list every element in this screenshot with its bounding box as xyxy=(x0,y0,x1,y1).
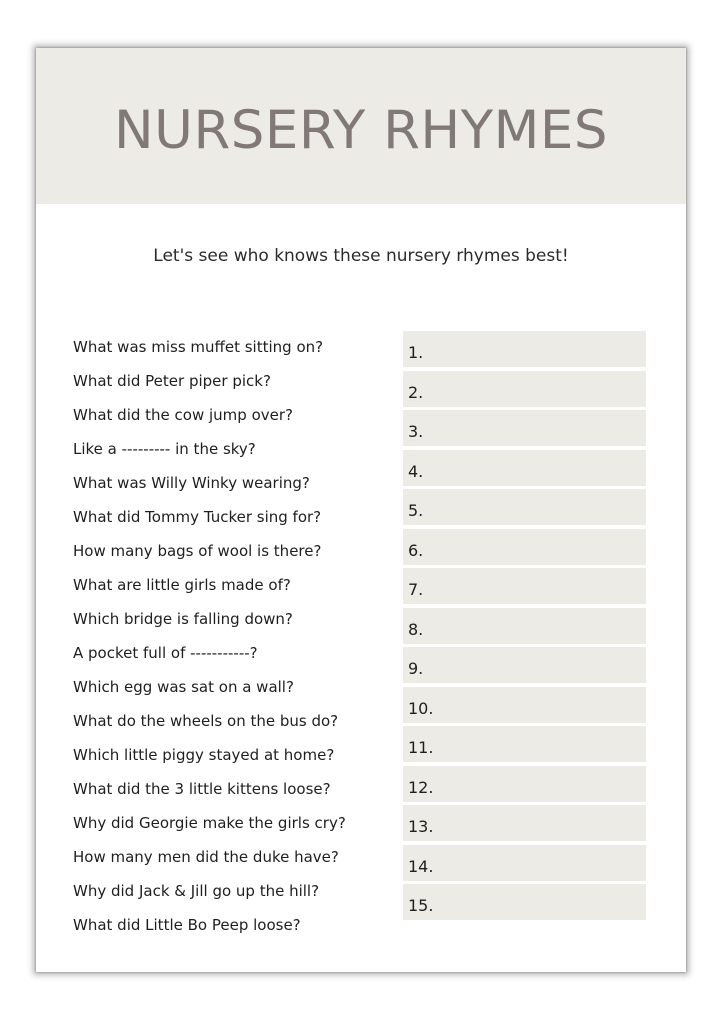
answer-box[interactable]: 11. xyxy=(403,726,646,762)
question-item: Which bridge is falling down? xyxy=(73,610,293,628)
question-item: What are little girls made of? xyxy=(73,576,291,594)
worksheet xyxy=(36,48,686,972)
answer-box[interactable]: 14. xyxy=(403,845,646,881)
question-item: What did Tommy Tucker sing for? xyxy=(73,508,322,526)
answer-box[interactable]: 6. xyxy=(403,529,646,565)
question-item: What do the wheels on the bus do? xyxy=(73,712,339,730)
question-item: What did Peter piper pick? xyxy=(73,372,271,390)
question-item: How many men did the duke have? xyxy=(73,848,339,866)
answer-box[interactable]: 3. xyxy=(403,410,646,446)
answer-box[interactable]: 2. xyxy=(403,371,646,407)
answer-box[interactable]: 7. xyxy=(403,568,646,604)
answer-box[interactable]: 5. xyxy=(403,489,646,525)
question-item: Which egg was sat on a wall? xyxy=(73,678,294,696)
answer-box[interactable]: 1. xyxy=(403,331,646,367)
question-item: Why did Jack & Jill go up the hill? xyxy=(73,882,320,900)
answer-box[interactable]: 9. xyxy=(403,647,646,683)
title-banner xyxy=(36,48,686,204)
question-item: What did the 3 little kittens loose? xyxy=(73,780,331,798)
answer-box[interactable]: 13. xyxy=(403,805,646,841)
answer-box[interactable]: 12. xyxy=(403,766,646,802)
answer-list xyxy=(403,331,646,924)
page-title: NURSERY RHYMES xyxy=(114,100,608,161)
question-item: Which little piggy stayed at home? xyxy=(73,746,335,764)
question-item: How many bags of wool is there? xyxy=(73,542,322,560)
answer-box[interactable]: 15. xyxy=(403,884,646,920)
question-item: What was Willy Winky wearing? xyxy=(73,474,310,492)
question-item: What was miss muffet sitting on? xyxy=(73,338,324,356)
question-item: Like a --------- in the sky? xyxy=(73,440,256,458)
answer-box[interactable]: 4. xyxy=(403,450,646,486)
question-list xyxy=(73,334,346,946)
question-item: Why did Georgie make the girls cry? xyxy=(73,814,346,832)
question-item: What did the cow jump over? xyxy=(73,406,293,424)
question-item: What did Little Bo Peep loose? xyxy=(73,916,301,934)
answer-box[interactable]: 10. xyxy=(403,687,646,723)
subtitle: Let's see who knows these nursery rhymes best! xyxy=(153,246,569,266)
question-item: A pocket full of -----------? xyxy=(73,644,258,662)
answer-box[interactable]: 8. xyxy=(403,608,646,644)
